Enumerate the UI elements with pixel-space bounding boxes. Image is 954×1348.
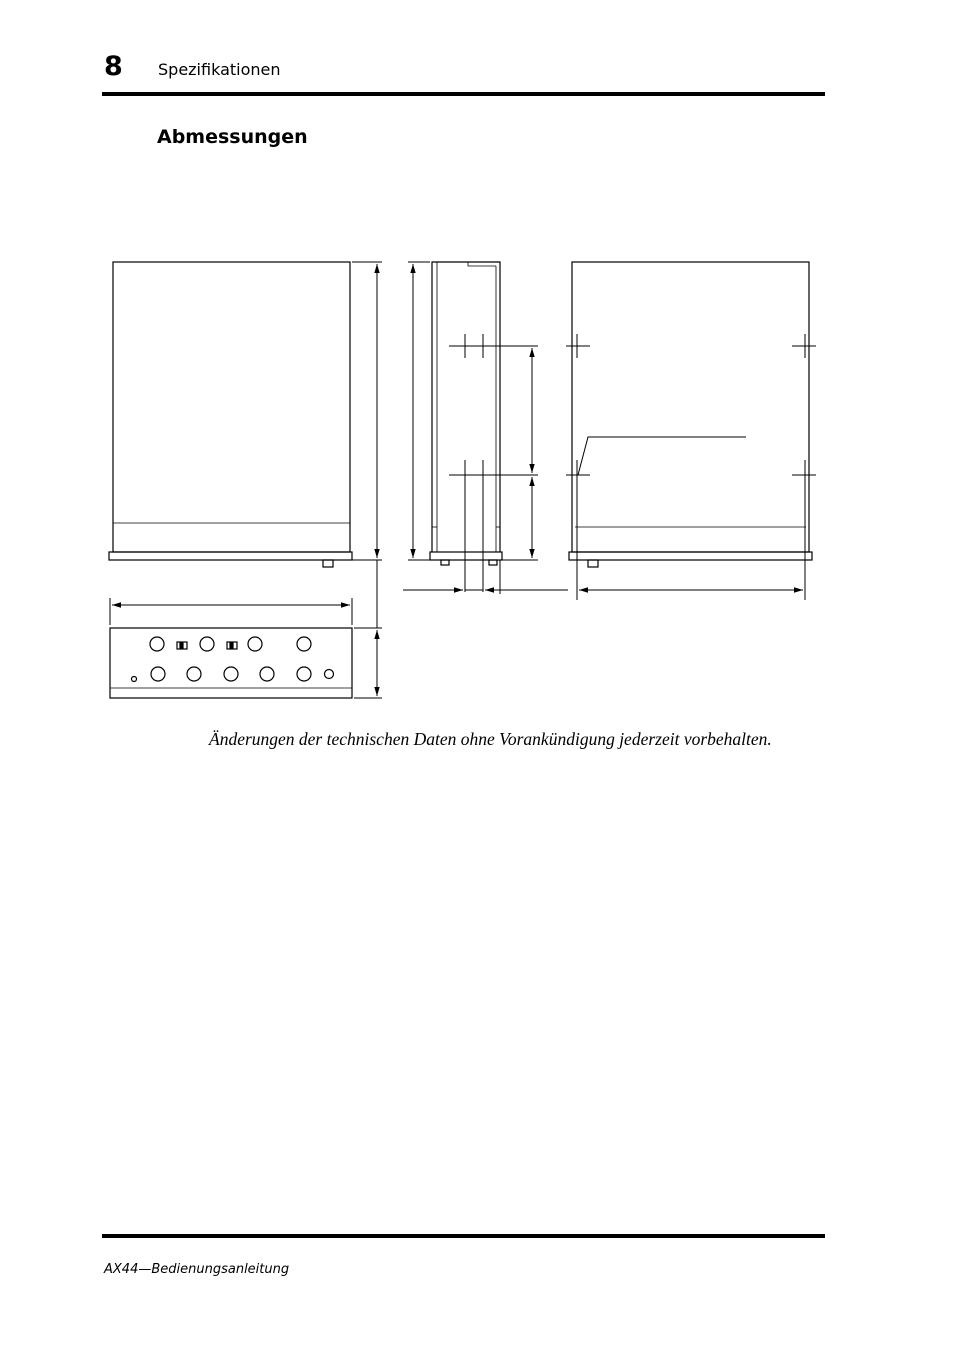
top-width-dimension	[110, 598, 352, 625]
section-heading: Abmessungen	[157, 126, 308, 148]
footer-rule	[102, 1234, 825, 1238]
side-view	[430, 262, 502, 565]
page-number: 8	[104, 51, 123, 82]
side-bottom-dimension	[403, 560, 568, 594]
side-height-dimension	[408, 262, 430, 560]
top-view	[110, 628, 352, 698]
top-depth-dimension	[354, 628, 382, 698]
front-height-dimension	[352, 262, 382, 628]
specification-notice: Änderungen der technischen Daten ohne Vorankündigung jederzeit vorbehalten.	[209, 729, 772, 749]
running-header-section: Spezifikationen	[158, 60, 281, 79]
front-view	[109, 262, 352, 567]
side-mounting-holes	[449, 334, 538, 592]
rear-view	[569, 262, 812, 567]
footer-manual-title: AX44—Bedienungsanleitung	[104, 1262, 290, 1277]
